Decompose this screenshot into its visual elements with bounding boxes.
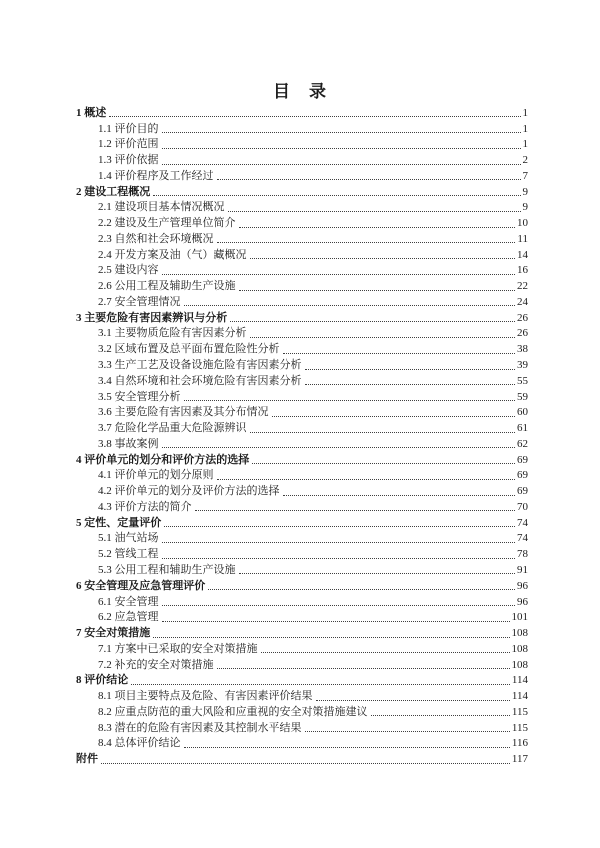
toc-entry-page: 11 xyxy=(517,232,528,245)
dot-leader xyxy=(283,495,516,496)
toc-entry xyxy=(76,514,528,530)
toc-entry-page: 108 xyxy=(511,658,528,671)
dot-leader xyxy=(195,510,516,511)
toc-entry xyxy=(76,640,528,656)
toc-entry-page: 69 xyxy=(517,469,528,482)
toc-entry xyxy=(76,687,528,703)
toc-entry-page: 74 xyxy=(517,532,528,545)
toc-entry-label: 1.2 评价范围 xyxy=(98,138,159,151)
toc-entry xyxy=(76,120,528,136)
toc-entry-label: 6 安全管理及应急管理评价 xyxy=(76,579,206,592)
toc-entry-page: 22 xyxy=(517,280,528,293)
toc-entry-label: 3.4 自然环境和社会环境危险有害因素分析 xyxy=(98,374,302,387)
toc-entry xyxy=(76,388,528,404)
toc-entry-label: 6.2 应急管理 xyxy=(98,611,159,624)
toc-entry-label: 6.1 安全管理 xyxy=(98,595,159,608)
dot-leader xyxy=(228,211,521,212)
dot-leader xyxy=(162,148,521,149)
toc-entry xyxy=(76,451,528,467)
toc-entry-page: 39 xyxy=(517,359,528,372)
toc-entry xyxy=(76,435,528,451)
toc-entry-label: 4.1 评价单元的划分原则 xyxy=(98,469,214,482)
dot-leader xyxy=(230,321,515,322)
toc-entry xyxy=(76,104,528,120)
toc-entry xyxy=(76,672,528,688)
toc-entry-page: 117 xyxy=(511,753,528,766)
dot-leader xyxy=(217,179,521,180)
dot-leader xyxy=(250,258,516,259)
toc-entry-page: 16 xyxy=(517,264,528,277)
toc-entry-page: 115 xyxy=(511,705,528,718)
toc-entry-page: 10 xyxy=(517,217,528,230)
toc-entry-page: 60 xyxy=(517,406,528,419)
toc-entry xyxy=(76,372,528,388)
toc-entry-label: 8.4 总体评价结论 xyxy=(98,737,181,750)
dot-leader xyxy=(162,132,521,133)
toc-entry-label: 7 安全对策措施 xyxy=(76,627,151,640)
toc-entry xyxy=(76,719,528,735)
dot-leader xyxy=(316,700,510,701)
toc-entry-label: 1.3 评价依据 xyxy=(98,154,159,167)
toc-entry-label: 5.2 管线工程 xyxy=(98,548,159,561)
toc-entry-page: 59 xyxy=(517,390,528,403)
toc-entry xyxy=(76,530,528,546)
toc-entry-page: 114 xyxy=(511,690,528,703)
toc-entry-page: 62 xyxy=(517,437,528,450)
dot-leader xyxy=(162,621,510,622)
dot-leader xyxy=(153,195,520,196)
dot-leader xyxy=(208,589,515,590)
dot-leader xyxy=(162,164,521,165)
toc-entry-label: 2.5 建设内容 xyxy=(98,264,159,277)
toc-entry-page: 9 xyxy=(522,201,528,214)
toc-entry-page: 24 xyxy=(517,295,528,308)
toc-entry-label: 5.1 油气站场 xyxy=(98,532,159,545)
toc-entry-label: 7.1 方案中已采取的安全对策措施 xyxy=(98,642,258,655)
dot-leader xyxy=(305,369,516,370)
toc-entry-page: 26 xyxy=(517,311,528,324)
toc-entry-label: 1.1 评价目的 xyxy=(98,122,159,135)
dot-leader xyxy=(162,558,516,559)
dot-leader xyxy=(217,479,516,480)
toc-entry-page: 108 xyxy=(511,642,528,655)
dot-leader xyxy=(109,116,520,117)
dot-leader xyxy=(162,605,516,606)
toc-entry-label: 1 概述 xyxy=(76,106,107,119)
toc-entry-label: 4.2 评价单元的划分及评价方法的选择 xyxy=(98,485,280,498)
toc-entry-page: 114 xyxy=(511,674,528,687)
toc-entry xyxy=(76,325,528,341)
toc-entry-label: 8 评价结论 xyxy=(76,674,129,687)
toc-entry xyxy=(76,183,528,199)
toc-entry xyxy=(76,167,528,183)
toc-entry xyxy=(76,656,528,672)
toc-entry-label: 2.1 建设项目基本情况概况 xyxy=(98,201,225,214)
toc-entry xyxy=(76,545,528,561)
toc-entry-label: 2.4 开发方案及油（气）藏概况 xyxy=(98,248,247,261)
toc-entry xyxy=(76,467,528,483)
toc-entry-page: 101 xyxy=(511,611,528,624)
page-title: 目 录 xyxy=(273,82,327,101)
toc-entry-label: 3.8 事故案例 xyxy=(98,437,159,450)
dot-leader xyxy=(162,542,516,543)
toc-entry-label: 2.7 安全管理情况 xyxy=(98,295,181,308)
toc-entry-page: 108 xyxy=(511,627,528,640)
toc-entry-label: 1.4 评价程序及工作经过 xyxy=(98,169,214,182)
dot-leader xyxy=(162,447,516,448)
toc-entry xyxy=(76,246,528,262)
toc-entry-page: 1 xyxy=(522,122,528,135)
toc-entry xyxy=(76,482,528,498)
toc-entry xyxy=(76,151,528,167)
toc-entry-label: 2.3 自然和社会环境概况 xyxy=(98,232,214,245)
toc-entry-page: 78 xyxy=(517,548,528,561)
table-of-contents xyxy=(76,104,528,766)
toc-entry-label: 7.2 补充的安全对策措施 xyxy=(98,658,214,671)
dot-leader xyxy=(239,573,516,574)
dot-leader xyxy=(101,763,510,764)
toc-entry-label: 2.6 公用工程及辅助生产设施 xyxy=(98,280,236,293)
toc-entry xyxy=(76,609,528,625)
toc-entry-page: 91 xyxy=(517,563,528,576)
toc-entry xyxy=(76,561,528,577)
toc-entry-page: 14 xyxy=(517,248,528,261)
toc-entry xyxy=(76,230,528,246)
toc-entry-label: 8.1 项目主要特点及危险、有害因素评价结果 xyxy=(98,690,313,703)
toc-entry-page: 69 xyxy=(517,485,528,498)
dot-leader xyxy=(239,290,516,291)
toc-entry xyxy=(76,703,528,719)
dot-leader xyxy=(217,668,510,669)
dot-leader xyxy=(252,463,515,464)
dot-leader xyxy=(153,637,509,638)
toc-entry-label: 4.3 评价方法的简介 xyxy=(98,500,192,513)
toc-entry xyxy=(76,340,528,356)
dot-leader xyxy=(131,684,510,685)
toc-entry xyxy=(76,624,528,640)
toc-entry xyxy=(76,593,528,609)
toc-entry-page: 116 xyxy=(511,737,528,750)
toc-entry-page: 74 xyxy=(517,516,528,529)
toc-entry-label: 3.6 主要危险有害因素及其分布情况 xyxy=(98,406,269,419)
toc-entry-label: 8.2 应重点防范的重大风险和应重视的安全对策措施建议 xyxy=(98,705,368,718)
toc-entry-label: 3.2 区域布置及总平面布置危险性分析 xyxy=(98,343,280,356)
toc-entry-page: 7 xyxy=(522,169,528,182)
toc-entry-page: 1 xyxy=(522,138,528,151)
toc-entry-label: 4 评价单元的划分和评价方法的选择 xyxy=(76,453,250,466)
dot-leader xyxy=(184,747,510,748)
toc-entry-label: 8.3 潜在的危险有害因素及其控制水平结果 xyxy=(98,721,302,734)
toc-entry-label: 5 定性、定量评价 xyxy=(76,516,162,529)
toc-entry-page: 26 xyxy=(517,327,528,340)
toc-entry xyxy=(76,309,528,325)
dot-leader xyxy=(162,274,516,275)
dot-leader xyxy=(305,731,510,732)
toc-entry xyxy=(76,293,528,309)
dot-leader xyxy=(184,305,516,306)
toc-entry-label: 附件 xyxy=(76,753,98,766)
toc-entry-label: 3 主要危险有害因素辨识与分析 xyxy=(76,311,228,324)
dot-leader xyxy=(283,353,516,354)
toc-entry-page: 96 xyxy=(517,595,528,608)
toc-entry xyxy=(76,404,528,420)
toc-entry-page: 1 xyxy=(522,106,528,119)
toc-entry xyxy=(76,277,528,293)
toc-entry xyxy=(76,498,528,514)
toc-entry-page: 55 xyxy=(517,374,528,387)
dot-leader xyxy=(272,416,516,417)
toc-entry-label: 3.5 安全管理分析 xyxy=(98,390,181,403)
toc-entry xyxy=(76,750,528,766)
dot-leader xyxy=(184,400,516,401)
toc-entry-page: 61 xyxy=(517,422,528,435)
toc-entry-page: 9 xyxy=(522,185,528,198)
dot-leader xyxy=(250,432,516,433)
toc-entry-label: 3.1 主要物质危险有害因素分析 xyxy=(98,327,247,340)
toc-entry-label: 2 建设工程概况 xyxy=(76,185,151,198)
dot-leader xyxy=(371,715,510,716)
toc-entry xyxy=(76,577,528,593)
toc-entry-page: 2 xyxy=(522,154,528,167)
toc-entry xyxy=(76,356,528,372)
toc-entry xyxy=(76,262,528,278)
toc-entry-label: 2.2 建设及生产管理单位简介 xyxy=(98,217,236,230)
toc-entry-page: 115 xyxy=(511,721,528,734)
toc-entry xyxy=(76,735,528,751)
toc-entry-label: 3.3 生产工艺及设备设施危险有害因素分析 xyxy=(98,359,302,372)
dot-leader xyxy=(261,652,510,653)
dot-leader xyxy=(250,337,516,338)
toc-entry xyxy=(76,214,528,230)
toc-entry xyxy=(76,419,528,435)
toc-entry xyxy=(76,199,528,215)
toc-entry-page: 70 xyxy=(517,500,528,513)
toc-entry-label: 3.7 危险化学品重大危险源辨识 xyxy=(98,422,247,435)
toc-entry xyxy=(76,136,528,152)
toc-entry-page: 38 xyxy=(517,343,528,356)
dot-leader xyxy=(239,227,516,228)
toc-entry-label: 5.3 公用工程和辅助生产设施 xyxy=(98,563,236,576)
dot-leader xyxy=(217,242,516,243)
dot-leader xyxy=(305,384,516,385)
toc-entry-page: 69 xyxy=(517,453,528,466)
toc-entry-page: 96 xyxy=(517,579,528,592)
dot-leader xyxy=(164,526,515,527)
